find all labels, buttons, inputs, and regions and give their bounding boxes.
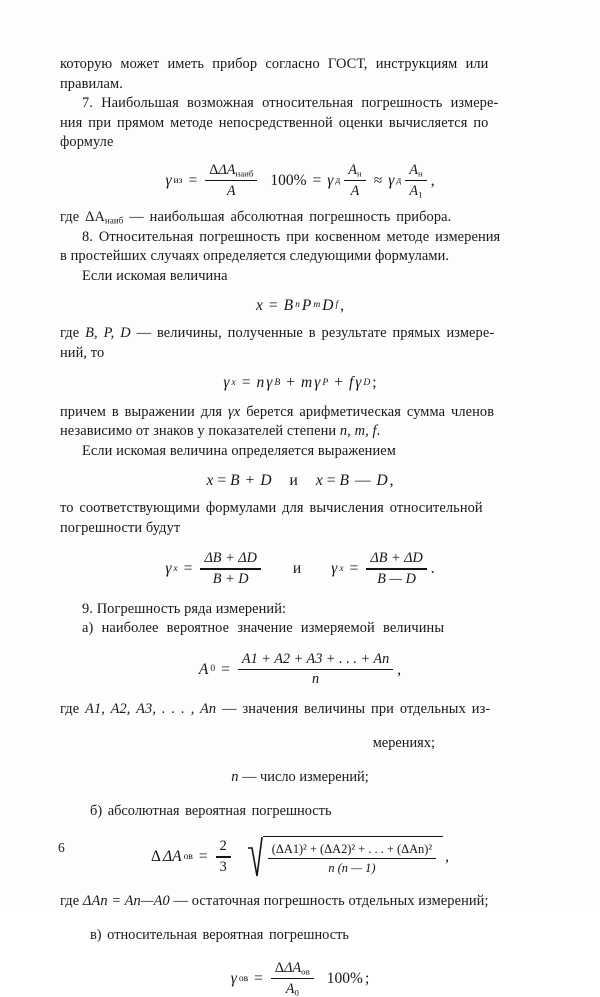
paragraph-where-A-values — [60, 700, 540, 720]
formula-comma: , — [389, 471, 394, 489]
paragraph-item-9-heading — [60, 600, 540, 620]
paragraph-item-7-line3 — [60, 133, 540, 153]
formula-equals-1: = — [217, 471, 227, 489]
formula-minus: — — [354, 471, 371, 489]
formula-x-power-product: x = B n P m D f , — [255, 296, 345, 314]
formula-A0-mean: A 0 = $\frac{A1 + A2 + A3 + . . . + An}{n}$ , — [198, 650, 402, 688]
paragraph-item-9c — [60, 926, 540, 946]
formula-term3-gamma: γ — [355, 374, 362, 392]
paragraph-line-rest: — наибольшая абсолютная погрешность прибора. — [123, 209, 452, 226]
formula-conjunction: и — [292, 560, 302, 578]
paragraph-if-expression — [60, 442, 540, 462]
paragraph-n-definition — [60, 768, 540, 788]
formula-comma: , — [430, 171, 435, 189]
paragraph-line: ния при прямом методе непосредственной оценки вычисляется по — [60, 114, 489, 131]
formula-numerator-subscript: ов — [301, 966, 310, 977]
formula-gamma-x-relative: γ x = $\frac{\Delta B + \Delta D}{B + D}$ и γ x = $\frac{\Delta B + \Delta D}{B — D}$ . — [165, 550, 435, 588]
formula-D-1: D — [260, 471, 272, 489]
formula-x-2: x — [315, 471, 323, 489]
formula-numerator: A1 + A2 + A3 + . . . + An — [241, 650, 390, 667]
formula-plus-1: + — [286, 374, 295, 392]
paragraph-line: а) наиболее вероятное значение измеряемой величины — [82, 620, 445, 637]
formula-comma: , — [445, 848, 449, 866]
formula-approx: ≈ — [373, 171, 383, 189]
formula-radicand-numerator: (ΔA1)² + (ΔA2)² + . . . + (ΔAn)² — [271, 841, 433, 856]
formula-denominator: n — [312, 671, 320, 688]
paragraph-line: то соответствующими формулами для вычисления относительной — [60, 500, 483, 517]
formula-x: x — [255, 296, 263, 314]
formula-equals: = — [188, 171, 198, 189]
formula-numerator-symbol: ΔA — [284, 959, 302, 976]
paragraph-inline-expression: ΔAn = An—A0 — [82, 892, 170, 909]
formula-equals: = — [221, 660, 230, 678]
formula-delta-A-probable: Δ ΔA ов = $\frac{2}{3}$ $\frac{\text{(ΔA1)² + (ΔA2)² + . . . + (ΔAn)²}}{n (n — 1)}$ , — [60, 836, 540, 878]
formula-lhs-symbol: ΔA — [163, 848, 182, 866]
formula-comma: , — [397, 660, 402, 678]
radical-sign-icon — [247, 836, 263, 878]
paragraph-arithmetic-sum-line2 — [60, 422, 540, 442]
formula-equals-1: = — [183, 560, 193, 578]
formula-equals: = — [268, 296, 278, 314]
paragraph-line: в) относительная вероятная погрешность — [90, 926, 349, 943]
formula-plus: + — [245, 471, 255, 489]
formula-percent: 100% — [270, 171, 307, 189]
paragraph-line: правилам. — [60, 75, 123, 92]
formula-equals: = — [241, 374, 251, 392]
paragraph-line-rest: . — [376, 423, 381, 440]
paragraph-item-8-line1 — [60, 228, 540, 248]
paragraph-line: в простейших случаях определяется следующими формулами. — [60, 248, 450, 265]
paragraph-line: погрешности будут — [60, 519, 181, 536]
formula-D: D — [322, 296, 334, 314]
paragraph-where-delta-a-naib — [60, 208, 540, 228]
formula-denominator-symbol: A — [285, 980, 295, 997]
formula-equals-2: = — [326, 471, 336, 489]
formula-equals: = — [254, 969, 263, 987]
paragraph-where-BPD — [60, 324, 540, 344]
paragraph-arithmetic-sum-line1 — [60, 403, 540, 423]
formula-radicand-fraction — [268, 842, 436, 875]
paragraph-line-rest: берется арифметическая сумма членов — [240, 403, 495, 420]
paragraph-line: которую может иметь прибор согласно ГОСТ, инструкциям или — [60, 56, 489, 72]
formula-conjunction: и — [289, 471, 298, 489]
formula-P: P — [301, 296, 312, 314]
formula-B-1: B — [230, 471, 240, 489]
paragraph-if-sought-quantity — [60, 267, 540, 287]
formula-semicolon: ; — [372, 374, 377, 392]
formula-equals: = — [198, 848, 208, 866]
formula-fraction-delta-a-over-a: $\frac{\Delta\Delta A_{наиб}}{A}$ — [205, 162, 257, 199]
formula-fraction-an-over-a — [344, 162, 365, 199]
text-column — [60, 55, 540, 997]
formula-B-2: B — [339, 471, 349, 489]
formula-frac2-den: A — [350, 182, 360, 199]
paragraph-where-BPD-line2 — [60, 344, 540, 364]
formula-denominator-subscript: 0 — [294, 987, 299, 997]
paragraph-continuation — [60, 55, 540, 75]
paragraph-line-prefix: где — [60, 701, 86, 718]
paragraph-line: 9. Погрешность ряда измерений: — [82, 600, 287, 617]
formula-lhs-2: γ — [331, 560, 338, 578]
formula-gamma-ov: γ ов = $\frac{\Delta\Delta A_{ов}}{A_0}$ 100% ; — [230, 959, 370, 997]
formula-comma: , — [340, 296, 345, 314]
paragraph-line-prefix: где ΔA — [60, 209, 105, 226]
formula-frac3-den: A — [409, 182, 419, 199]
formula-fraction-an-over-a1 — [405, 162, 426, 199]
paragraph-corresponding-formulas-line2 — [60, 519, 540, 539]
formula-B: B — [283, 296, 294, 314]
formula-term2-coef: m — [301, 374, 313, 392]
paragraph-line: б) абсолютная вероятная погрешность — [90, 802, 332, 819]
paragraph-measurements-continuation — [60, 734, 540, 754]
paragraph-line-rest: — величины, полученные в результате прямых измере- — [130, 325, 495, 342]
formula-lhs-symbol: γ — [230, 969, 237, 987]
formula-numerator-symbol: ΔA — [218, 161, 236, 178]
formula-fraction-1 — [200, 550, 260, 587]
formula-D-2: D — [376, 471, 388, 489]
formula-frac1-num: ΔB + ΔD — [204, 550, 257, 567]
formula-frac2-num: ΔB + ΔD — [370, 550, 423, 567]
formula-term1-gamma: γ — [266, 374, 273, 392]
formula-fraction-2 — [366, 550, 426, 587]
paragraph-corresponding-formulas-line1 — [60, 499, 540, 519]
formula-lhs-symbol: A — [198, 660, 209, 678]
formula-frac3-den-sub: 1 — [418, 189, 423, 200]
formula-square-root — [247, 836, 443, 878]
formula-coef-den: 3 — [219, 859, 227, 876]
formula-coef-num: 2 — [219, 838, 227, 855]
formula-frac3-num: A — [409, 161, 418, 178]
formula-fraction-mean — [238, 651, 393, 688]
formula-plus-2: + — [334, 374, 343, 392]
paragraph-item-7-line2 — [60, 114, 540, 134]
formula-equals-2: = — [312, 171, 322, 189]
paragraph-item-9a — [60, 619, 540, 639]
paragraph-item-9b — [60, 802, 540, 822]
paragraph-item-8-line2 — [60, 247, 540, 267]
paragraph-item-7-line1 — [60, 94, 540, 114]
paragraph-inline-n: n — [231, 769, 239, 785]
paragraph-continuation-line2 — [60, 75, 540, 95]
paragraph-line: мерениях; — [372, 735, 435, 752]
formula-fraction-delta-over-A0: $\frac{\Delta\Delta A_{ов}}{A_0}$ — [271, 960, 314, 997]
formula-equals-2: = — [349, 560, 359, 578]
formula-lhs-1: γ — [165, 560, 172, 578]
formula-period: . — [430, 560, 435, 578]
paragraph-line: ний, то — [60, 344, 105, 361]
paragraph-line-rest: — остаточная погрешность отдельных измерений; — [169, 892, 489, 909]
paragraph-line: Если искомая величина — [82, 268, 228, 285]
paragraph-inline-subscript: наиб — [104, 215, 124, 226]
paragraph-line-prefix: где — [60, 892, 83, 909]
formula-lhs-symbol: γ — [165, 171, 172, 189]
paragraph-inline-A-list: A1, A2, A3, . . . , An — [85, 701, 217, 718]
formula-lhs-symbol: γ — [223, 374, 230, 392]
formula-percent: 100% — [326, 969, 363, 987]
formula-gamma-x-sum: γ x = n γ B + m γ P + f γ D ; — [223, 374, 377, 392]
formula-frac3-num-sub: н — [417, 168, 423, 179]
paragraph-line: Если искомая величина определяется выражением — [82, 443, 396, 459]
formula-frac2-den: B — D — [377, 571, 416, 588]
formula-frac2-num: A — [348, 161, 357, 178]
paragraph-inline-exponents: n, m, f — [339, 423, 377, 440]
paragraph-line-prefix: где — [60, 325, 86, 342]
paragraph-inline-gamma-x: γx — [228, 403, 241, 420]
formula-frac2-num-sub: н — [356, 168, 362, 179]
paragraph-line: формуле — [60, 134, 114, 151]
page-number: 6 — [58, 840, 65, 855]
formula-coefficient-two-thirds — [216, 838, 231, 875]
paragraph-line: 7. Наибольшая возможная относительная погрешность измере- — [82, 95, 499, 112]
formula-x-sum-difference — [60, 473, 540, 489]
formula-denominator: A — [226, 182, 236, 199]
paragraph-line: 8. Относительная погрешность при косвенном методе измерения — [82, 228, 501, 245]
formula-gamma-d: γ — [327, 171, 334, 189]
formula-x-1: x — [206, 471, 214, 489]
paragraph-inline-variables: B, P, D — [85, 325, 131, 342]
paragraph-line-rest: — число измерений; — [238, 769, 369, 785]
formula-term2-gamma: γ — [314, 374, 321, 392]
formula-gamma-izm: γ из = $\frac{\Delta\Delta A_{наиб}}{A}$ 100% = γ д $\frac{A_н}{A}$ ≈ γ д $\frac{A_н}{A_1}$ , — [165, 161, 435, 200]
paragraph-line-prefix: причем в выражении для — [60, 403, 229, 420]
formula-gamma-d-2: γ — [388, 171, 395, 189]
paragraph-where-residual-error — [60, 892, 540, 912]
formula-radicand-denominator: n (n — 1) — [328, 860, 376, 875]
paragraph-line-prefix: независимо от знаков у показателей степени — [60, 423, 340, 440]
paragraph-line-rest: — значения величины при отдельных из- — [216, 701, 491, 718]
formula-frac1-den: B + D — [212, 571, 249, 588]
formula-semicolon: ; — [364, 969, 370, 987]
formula-term3-coef: f — [348, 374, 354, 392]
formula-numerator-subscript: наиб — [235, 168, 254, 179]
formula-term1-coef: n — [256, 374, 265, 392]
